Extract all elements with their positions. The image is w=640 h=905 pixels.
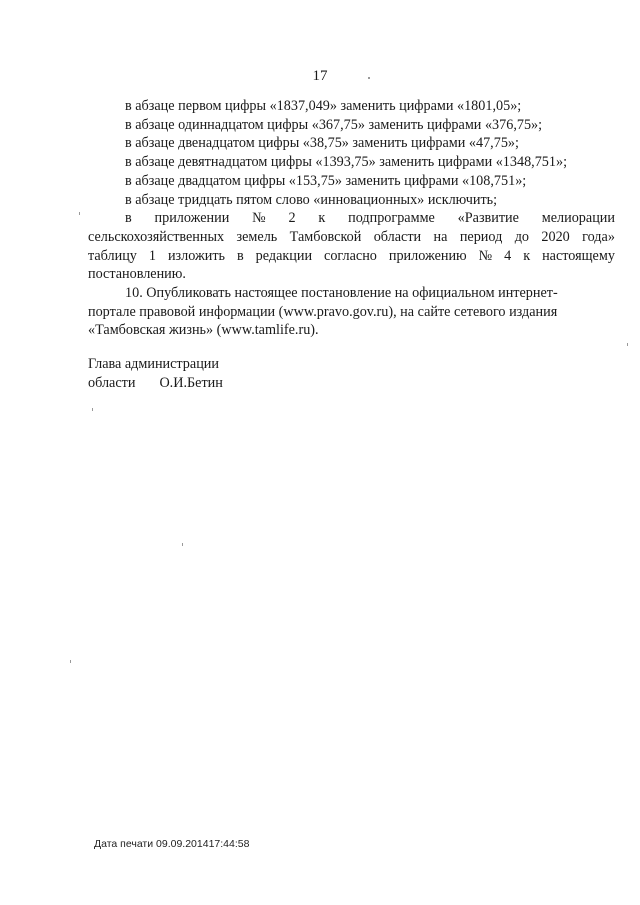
word: на [433, 228, 448, 245]
word: Тамбовской [289, 228, 362, 245]
print-date: Дата печати 09.09.201417:44:58 [94, 838, 250, 850]
word: «Развитие [457, 210, 519, 227]
signature-name: О.И.Бетин [159, 374, 223, 391]
word: в [125, 210, 132, 227]
word: подпрограмме [348, 210, 435, 227]
scan-speck [70, 660, 71, 663]
word: настоящему [542, 247, 615, 264]
amendment-line: в абзаце одиннадцатом цифры «367,75» заменить цифрами «376,75»; [125, 116, 543, 133]
appendix-paragraph-line4: постановлению. [88, 266, 186, 283]
word: согласно [324, 247, 377, 264]
appendix-paragraph-line3 [88, 247, 615, 266]
word: до [514, 228, 529, 245]
scan-speck [182, 543, 183, 546]
word: области [373, 228, 422, 245]
word: № [252, 210, 266, 227]
amendment-line: в абзаце двадцатом цифры «153,75» заменить цифрами «108,751»; [125, 172, 527, 189]
word: земель [236, 228, 278, 245]
word: 2020 [541, 228, 570, 245]
amendment-line: в абзаце тридцать пятом слово «инновационных» исключить; [125, 191, 498, 208]
word: приложению [388, 247, 467, 264]
signature-title-row [88, 374, 223, 393]
word: к [318, 210, 326, 227]
document-body [88, 97, 615, 340]
word: 4 [504, 247, 512, 264]
scan-speck [92, 408, 93, 411]
word: редакции [255, 247, 313, 264]
word: мелиорации [541, 210, 615, 227]
appendix-paragraph [88, 209, 615, 284]
word: 2 [288, 210, 296, 227]
word: года» [582, 228, 615, 245]
word: в [237, 247, 244, 264]
scan-speck [368, 77, 370, 79]
word: № [478, 247, 493, 264]
word: сельскохозяйственных [88, 228, 225, 245]
amendment-line: в абзаце первом цифры «1837,049» заменить цифрами «1801,05»; [125, 98, 522, 114]
word: 1 [148, 247, 156, 264]
scan-speck [79, 212, 80, 215]
word: к [523, 247, 531, 264]
appendix-paragraph-line1 [88, 209, 615, 228]
amendment-line: в абзаце двенадцатом цифры «38,75» заменить цифрами «47,75»; [125, 135, 519, 152]
appendix-paragraph-line2 [88, 228, 615, 247]
scan-speck [627, 343, 628, 346]
word: таблицу [88, 247, 137, 264]
word: приложении [154, 210, 230, 227]
page-number: 17 [312, 68, 328, 84]
word: период [459, 228, 503, 245]
publish-paragraph-line2: портале правовой информации (www.pravo.gov.ru), на сайте сетевого издания [88, 303, 558, 320]
word: изложить [167, 247, 226, 264]
publish-paragraph [88, 284, 615, 340]
publish-paragraph-line3: «Тамбовская жизнь» (www.tamlife.ru). [88, 322, 319, 339]
amendment-line: в абзаце девятнадцатом цифры «1393,75» заменить цифрами «1348,751»; [125, 154, 568, 171]
signature-title: Глава администрации [88, 356, 219, 372]
signature-region: области [88, 374, 136, 391]
signature-block [88, 355, 223, 392]
publish-paragraph-line1: 10. Опубликовать настоящее постановление на официальном интернет- [125, 285, 558, 302]
